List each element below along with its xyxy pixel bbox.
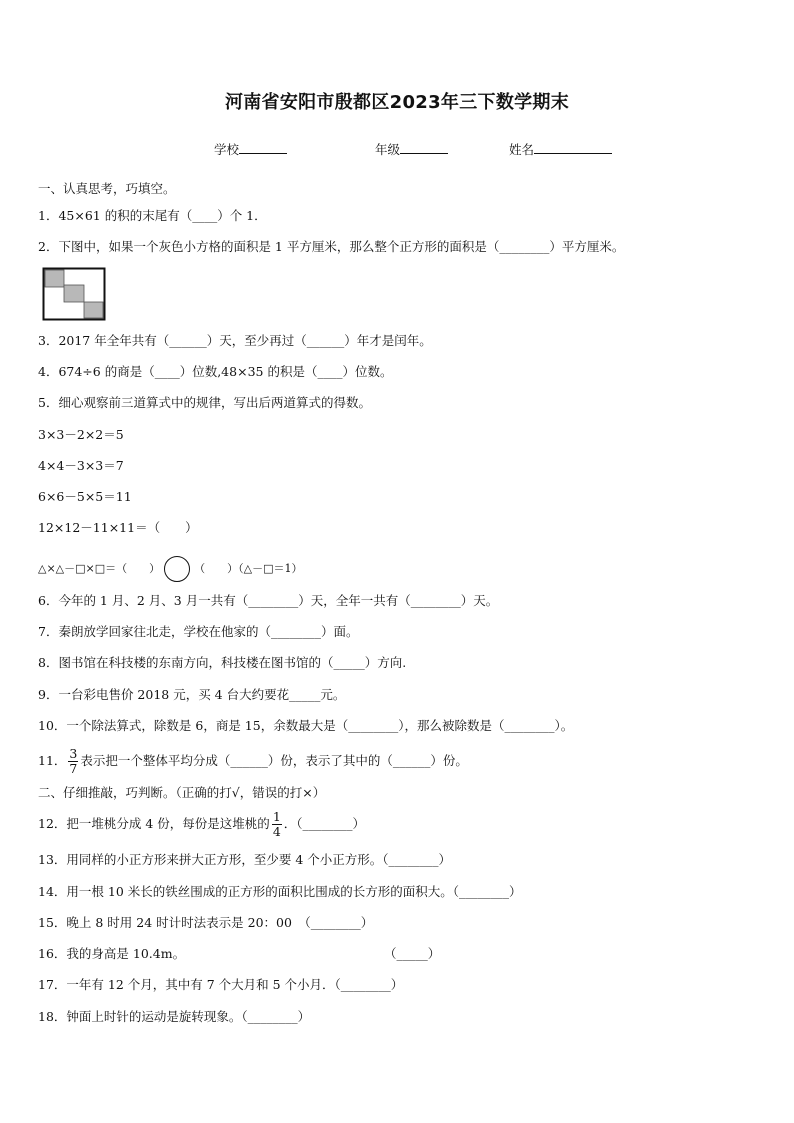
- question-1: 1．45×61 的积的末尾有（____）个 1．: [38, 208, 267, 223]
- name-field: [509, 140, 612, 158]
- question-9: 9．一台彩电售价 2018 元，买 4 台大约要花_____元。: [38, 687, 346, 702]
- equation-5-part-a: △×△－□×□＝（ ）: [38, 562, 161, 575]
- page-title: 河南省安阳市殷都区2023年三下数学期末: [224, 92, 570, 113]
- question-13: 13．用同样的小正方形来拼大正方形，至少要 4 个小正方形。（________）: [38, 852, 452, 867]
- school-field: [214, 140, 287, 158]
- question-5: 5．细心观察前三道算式中的规律，写出后两道算式的得数。: [38, 395, 371, 410]
- question-4: 4．674÷6 的商是（____）位数,48×35 的积是（____）位数。: [38, 364, 393, 379]
- question-3: 3．2017 年全年共有（______）天，至少再过（______）年才是闰年。: [38, 333, 432, 348]
- question-12-text: 12．把一堆桃分成 4 份，每份是这堆桃的: [38, 816, 270, 831]
- fraction-numerator: 3: [69, 746, 78, 761]
- equation-5: [38, 556, 303, 582]
- question-2: 2．下图中，如果一个灰色小方格的面积是 1 平方厘米，那么整个正方形的面积是（________）平方厘米。: [38, 239, 625, 254]
- equation-3: 6×6－5×5＝11: [38, 489, 132, 504]
- name-blank[interactable]: [534, 141, 612, 154]
- fraction-3-7: [68, 747, 78, 776]
- circle-symbol: [164, 556, 190, 582]
- question-7: 7．秦朗放学回家往北走，学校在他家的（________）面。: [38, 624, 359, 639]
- equation-2: 4×4－3×3＝7: [38, 458, 124, 473]
- equation-5-part-b: （ ）（△－□＝1）: [194, 562, 303, 575]
- question-11: [38, 744, 468, 778]
- question-10: 10．一个除法算式，除数是 6，商是 15，余数最大是（________），那么被除数是（________）。: [38, 718, 574, 733]
- question-16-blank: （_____）: [384, 946, 441, 961]
- question-8: 8．图书馆在科技楼的东南方向，科技楼在图书馆的（_____）方向.: [38, 655, 407, 670]
- question-14: 14．用一根 10 米长的铁丝围成的正方形的面积比围成的长方形的面积大。（________）: [38, 884, 522, 899]
- section-heading-judge: 二、仔细推敲，巧判断。（正确的打√，错误的打×）: [38, 785, 326, 800]
- question-12-blank: ．（________）: [283, 816, 366, 831]
- name-label: 姓名: [509, 142, 535, 157]
- question-11-text: 表示把一个整体平均分成（______）份，表示了其中的（______）份。: [80, 753, 468, 768]
- section-heading-fill: 一、认真思考，巧填空。: [38, 181, 176, 196]
- grade-label: 年级: [375, 142, 401, 157]
- question-18: 18．钟面上时针的运动是旋转现象。（________）: [38, 1009, 311, 1024]
- fraction-1-4: [272, 810, 282, 839]
- question-6: 6．今年的 1 月、2 月、3 月一共有（________）天，全年一共有（________）天。: [38, 593, 499, 608]
- grade-blank[interactable]: [400, 141, 448, 154]
- equation-4: 12×12－11×11＝（ ）: [38, 520, 198, 535]
- gray-cell-2: [64, 285, 84, 302]
- fraction-numerator: 1: [272, 809, 281, 824]
- question-15: 15．晚上 8 时用 24 时计时法表示是 20：00 （________）: [38, 915, 374, 930]
- square-grid-figure: [42, 267, 106, 321]
- grade-field: [375, 140, 448, 158]
- fraction-denominator: 7: [69, 761, 78, 776]
- question-11-prefix: 11．: [38, 753, 67, 768]
- school-label: 学校: [214, 142, 240, 157]
- fraction-denominator: 4: [272, 824, 281, 839]
- question-17: 17．一年有 12 个月，其中有 7 个大月和 5 个小月．（________）: [38, 977, 404, 992]
- question-12: [38, 807, 365, 841]
- question-16: 16．我的身高是 10.4m。: [38, 946, 186, 961]
- gray-cell-1: [45, 270, 64, 287]
- equation-1: 3×3－2×2＝5: [38, 427, 124, 442]
- school-blank[interactable]: [239, 141, 287, 154]
- gray-cell-3: [84, 302, 103, 318]
